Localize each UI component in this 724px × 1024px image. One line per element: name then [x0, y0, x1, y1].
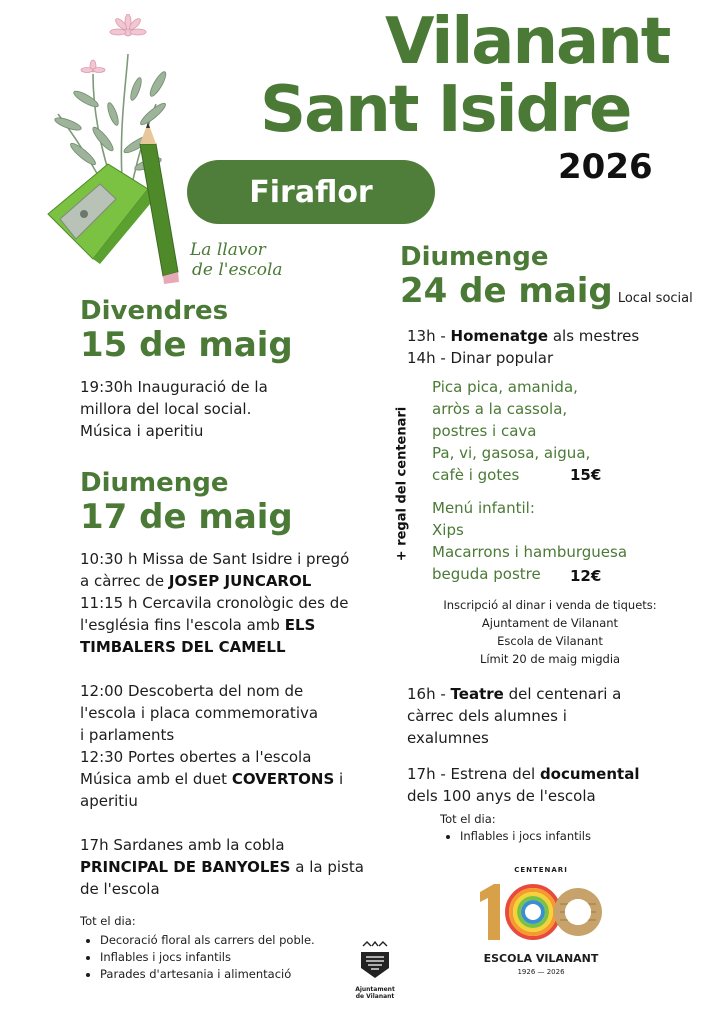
- text: 17h - Estrena del: [407, 765, 540, 783]
- logo-school-name: ESCOLA VILANANT: [483, 952, 599, 965]
- schedule-line: [407, 325, 697, 347]
- program-line: Música i aperitiu: [80, 422, 204, 440]
- program-line: 11:15 h Cercavila cronològic des de: [80, 594, 349, 612]
- day1-date: 15 de maig: [80, 325, 293, 365]
- text: del centenari a: [503, 685, 622, 703]
- council-crest-icon: [357, 940, 393, 982]
- program-line: 12:30 Portes obertes a l'escola: [80, 748, 312, 766]
- text: als mestres: [548, 327, 640, 345]
- kids-price: 12€: [570, 567, 602, 585]
- menu-line: Xips: [432, 521, 464, 539]
- adult-menu: [432, 376, 692, 486]
- ticket-line: Ajuntament de Vilanant: [481, 616, 619, 630]
- day2-block-1: [80, 548, 380, 658]
- ticket-line: Escola de Vilanant: [497, 634, 603, 648]
- program-line: l'escola i placa commemorativa: [80, 704, 319, 722]
- group-name: COVERTONS: [231, 770, 335, 788]
- ticket-line: Inscripció al dinar i venda de tiquets:: [443, 598, 657, 612]
- year: 2026: [558, 147, 653, 187]
- program-line: millora del local social.: [80, 400, 252, 418]
- menu-line: postres i cava: [432, 422, 537, 440]
- program-line: [407, 763, 702, 785]
- group-name: TIMBALERS DEL CAMELL: [80, 638, 286, 656]
- menu-line: beguda postre: [432, 565, 541, 583]
- menu-line: Pica pica, amanida,: [432, 378, 578, 396]
- council-name-2: de Vilanant: [355, 993, 395, 1000]
- allday-list: [440, 828, 700, 845]
- tagline-line-1: La llavor: [190, 240, 266, 260]
- day2-date: 17 de maig: [80, 497, 293, 537]
- day3-date: 24 de maig: [400, 271, 613, 311]
- program-line: de l'escola: [80, 880, 160, 898]
- ticket-info: [400, 596, 700, 668]
- tagline: [190, 240, 283, 280]
- program-line: [80, 768, 380, 790]
- highlight: Homenatge: [450, 327, 549, 345]
- program-line: aperitiu: [80, 792, 138, 810]
- day2-section: [80, 470, 380, 983]
- day1-section: [80, 298, 370, 442]
- day3-section: [400, 242, 700, 311]
- day3-schedule: [407, 325, 697, 369]
- list-item: • Inflables i jocs infantils: [100, 949, 380, 966]
- council-logo: [350, 940, 400, 1000]
- afternoon-program: [407, 683, 702, 807]
- group-name: ELS: [284, 616, 316, 634]
- event-pill: Firaflor: [187, 160, 435, 224]
- day2-block-2: [80, 680, 380, 812]
- program-line: [80, 856, 380, 878]
- centenary-logo: [476, 862, 606, 978]
- day2-block-3: [80, 834, 380, 900]
- title-line-2: Sant Isidre: [260, 73, 631, 147]
- gift-note: [392, 398, 412, 570]
- highlight: Teatre: [450, 685, 504, 703]
- text: l'església fins l'escola amb: [80, 616, 285, 634]
- program-line: [80, 570, 380, 592]
- text: Música amb el duet: [80, 770, 232, 788]
- allday-label: Tot el dia:: [80, 914, 136, 928]
- right-allday: [440, 810, 700, 845]
- logo-top-text: CENTENARI: [514, 866, 568, 874]
- title-line-1: Vilanant: [385, 5, 670, 79]
- allday-list: [80, 932, 380, 983]
- council-name-1: Ajuntament: [355, 986, 395, 993]
- text: a la pista: [290, 858, 364, 876]
- menu-line: arròs a la cassola,: [432, 400, 568, 418]
- list-item: • Inflables i jocs infantils: [460, 828, 700, 845]
- menu-line: cafè i gotes: [432, 466, 520, 484]
- logo-years: 1926 — 2026: [517, 968, 565, 976]
- centenary-100-icon: [476, 878, 606, 948]
- day3-location: Local social: [617, 291, 693, 306]
- text: a càrrec de: [80, 572, 169, 590]
- day1-weekday: Divendres: [80, 296, 229, 326]
- menu-line: Pa, vi, gasosa, aigua,: [432, 444, 591, 462]
- program-line: 10:30 h Missa de Sant Isidre i pregó: [80, 550, 350, 568]
- program-line: càrrec dels alumnes i: [407, 707, 567, 725]
- program-line: dels 100 anys de l'escola: [407, 787, 596, 805]
- flower-pencil-illustration: [38, 14, 188, 284]
- day3-weekday: Diumenge: [400, 242, 549, 272]
- tagline-line-2: de l'escola: [192, 260, 283, 280]
- menu-line: Menú infantil:: [432, 499, 535, 517]
- highlight: documental: [539, 765, 640, 783]
- allday-label: Tot el dia:: [440, 812, 496, 826]
- day2-weekday: Diumenge: [80, 468, 229, 498]
- program-line: 12:00 Descoberta del nom de: [80, 682, 304, 700]
- ticket-line: Límit 20 de maig migdia: [479, 652, 621, 666]
- program-line: 17h Sardanes amb la cobla: [80, 836, 285, 854]
- day1-program: [80, 376, 370, 442]
- text: 16h -: [407, 685, 451, 703]
- schedule-line: 14h - Dinar popular: [407, 349, 554, 367]
- gift-note-text: + regal del centenari: [394, 406, 410, 562]
- speaker-name: JOSEP JUNCAROL: [168, 572, 312, 590]
- list-item: • Decoració floral als carrers del poble.: [100, 932, 380, 949]
- program-line: [80, 636, 380, 658]
- day3-date-row: [400, 271, 700, 311]
- menu-line: Macarrons i hamburguesa: [432, 543, 628, 561]
- program-line: exalumnes: [407, 729, 489, 747]
- program-line: [407, 683, 702, 705]
- text: i: [334, 770, 344, 788]
- text: 13h -: [407, 327, 451, 345]
- program-line: 19:30h Inauguració de la: [80, 378, 268, 396]
- group-name: PRINCIPAL DE BANYOLES: [80, 858, 291, 876]
- kids-menu: [432, 497, 692, 585]
- program-line: i parlaments: [80, 726, 175, 744]
- adult-price: 15€: [570, 466, 602, 484]
- program-line: [80, 614, 380, 636]
- list-item: • Parades d'artesania i alimentació: [100, 966, 380, 983]
